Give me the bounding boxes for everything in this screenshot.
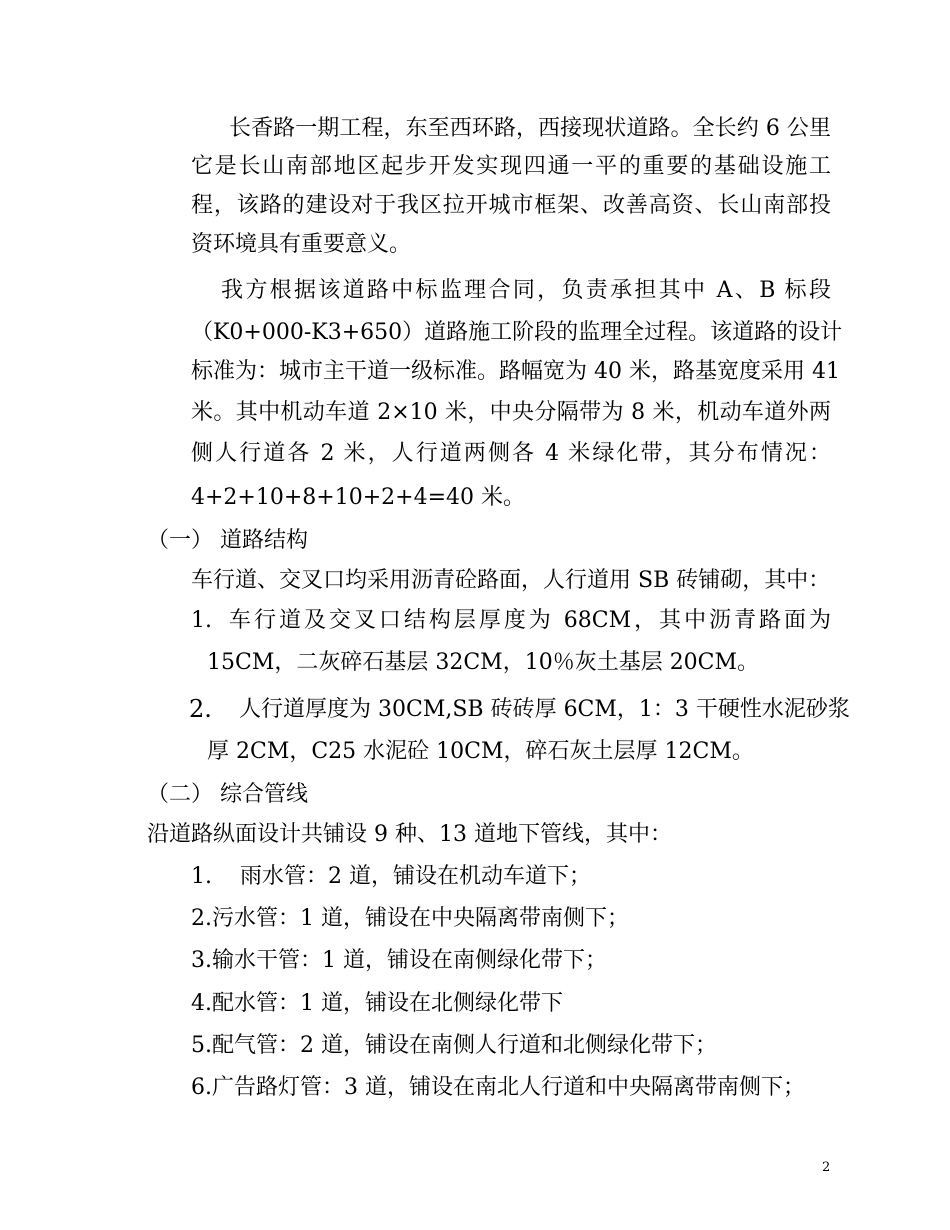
road-item-2-number: 2. [189,695,212,723]
intro-line-3: 程，该路的建设对于我区拉开城市框架、改善高资、长山南部投 [191,193,831,218]
pipeline-item-1-number: 1. [191,864,212,889]
road-item-1-line-2: 15CM，二灰碎石基层 32CM，10％灰土基层 20CM。 [207,650,760,675]
intro-line-4: 资环境具有重要意义。 [191,232,412,257]
pipeline-item-1-text: 雨水管：2 道，铺设在机动车道下； [240,864,591,889]
pipeline-item-5: 5.配气管：2 道，铺设在南侧人行道和北侧绿化带下； [191,1033,717,1058]
scope-line-6: 4+2+10+8+10+2+4=40 米。 [191,485,525,510]
pipelines-intro: 沿道路纵面设计共铺设 9 种、13 道地下管线，其中： [147,822,672,847]
road-item-1-line-1: 车行道及交叉口结构层厚度为 68CM，其中沥青路面为 [229,608,831,633]
scope-line-5: 侧人行道各 2 米，人行道两侧各 4 米绿化带，其分布情况： [191,441,831,466]
pipeline-item-3: 3.输水干管：1 道，铺设在南侧绿化带下； [191,948,607,973]
page-number: 2 [822,1160,831,1175]
pipeline-item-2: 2.污水管：1 道，铺设在中央隔离带南侧下； [191,906,629,931]
road-structure-intro: 车行道、交叉口均采用沥青砼路面，人行道用 SB 砖铺砌，其中： [191,568,831,593]
scope-line-4: 米。其中机动车道 2×10 米，中央分隔带为 8 米，机动车道外两 [191,400,831,425]
road-item-2-line-2: 厚 2CM，C25 水泥砼 10CM，碎石灰土层厚 12CM。 [207,739,754,764]
pipeline-item-4: 4.配水管：1 道，铺设在北侧绿化带下 [191,991,563,1016]
section-heading-pipelines: （二） 综合管线 [147,782,308,807]
road-item-1-number: 1. [191,608,212,633]
section-heading-road-structure: （一） 道路结构 [147,528,308,553]
intro-line-2: 它是长山南部地区起步开发实现四通一平的重要的基础设施工 [191,154,831,179]
road-item-2-line-1: 人行道厚度为 30CM,SB 砖砖厚 6CM，1：3 干硬性水泥砂浆 [239,697,850,722]
scope-line-3: 标准为：城市主干道一级标准。路幅宽为 40 米，路基宽度采用 41 [191,359,840,384]
intro-line-1: 长香路一期工程，东至西环路，西接现状道路。全长约 6 公里 [229,116,831,141]
scope-line-1: 我方根据该道路中标监理合同，负责承担其中 A、B 标段 [221,278,831,303]
scope-line-2: （K0+000-K3+650）道路施工阶段的监理全过程。该道路的设计 [191,320,843,345]
pipeline-item-6: 6.广告路灯管：3 道，铺设在南北人行道和中央隔离带南侧下； [191,1075,805,1100]
